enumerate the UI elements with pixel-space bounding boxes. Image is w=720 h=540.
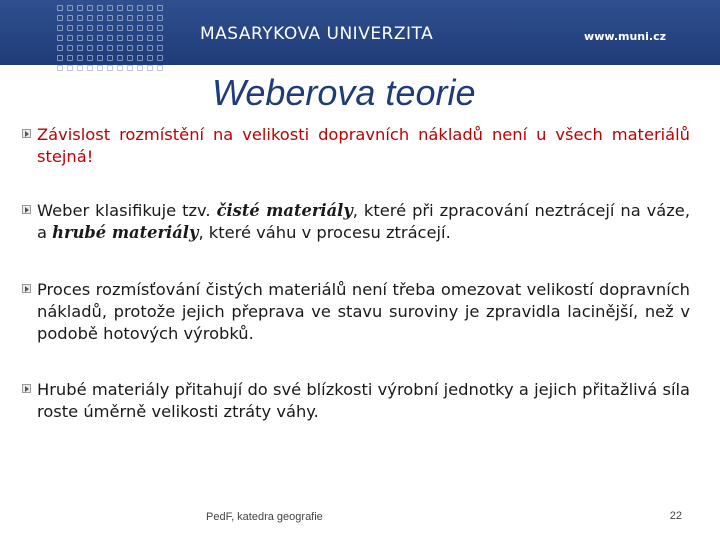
- dot-square: [97, 5, 103, 11]
- dot-square: [127, 55, 133, 61]
- university-url: www.muni.cz: [584, 30, 666, 43]
- dot-square: [107, 55, 113, 61]
- dot-square: [147, 45, 153, 51]
- dot-square: [137, 5, 143, 11]
- dot-square: [107, 5, 113, 11]
- dot-square: [57, 35, 63, 41]
- dot-square: [97, 65, 103, 71]
- dot-square: [127, 65, 133, 71]
- dot-square: [87, 15, 93, 21]
- dot-square: [57, 45, 63, 51]
- dot-square: [77, 15, 83, 21]
- dot-square: [137, 15, 143, 21]
- dot-square: [107, 25, 113, 31]
- bullet-4: [22, 379, 690, 423]
- bullet-arrow-icon: [22, 284, 31, 293]
- dot-square: [77, 45, 83, 51]
- dot-square: [87, 55, 93, 61]
- dot-square: [147, 35, 153, 41]
- dot-square: [67, 55, 73, 61]
- dot-square: [117, 5, 123, 11]
- dot-square: [67, 45, 73, 51]
- dot-square: [57, 65, 63, 71]
- dot-square: [147, 55, 153, 61]
- slide-title: Weberova teorie: [212, 72, 476, 113]
- bullet-1-text: Závislost rozmístění na velikosti dopravních nákladů není u všech materiálů stejná!: [37, 125, 690, 166]
- dot-square: [77, 35, 83, 41]
- dot-square: [57, 55, 63, 61]
- dot-square: [127, 5, 133, 11]
- bullet-arrow-icon: [22, 205, 31, 214]
- dot-square: [147, 25, 153, 31]
- dot-square: [67, 35, 73, 41]
- header-bar: [0, 0, 720, 65]
- dot-square: [107, 15, 113, 21]
- bullet-2-emphasis-1: čisté materiály: [216, 201, 353, 220]
- dot-square: [67, 65, 73, 71]
- dot-square: [97, 25, 103, 31]
- dot-square: [97, 45, 103, 51]
- bullet-arrow-icon: [22, 384, 31, 393]
- bullet-2-part2: , které při zpracování neztrácejí na váze, a: [37, 201, 690, 242]
- dot-square: [147, 5, 153, 11]
- dot-square: [127, 45, 133, 51]
- dot-square: [147, 15, 153, 21]
- dot-square: [107, 45, 113, 51]
- dot-square: [157, 65, 163, 71]
- dot-square: [127, 35, 133, 41]
- bullet-2-part3: , které váhu v procesu ztrácejí.: [198, 223, 451, 242]
- bullet-arrow-icon: [22, 129, 31, 138]
- dot-square: [57, 5, 63, 11]
- dot-square: [57, 15, 63, 21]
- dot-square: [67, 5, 73, 11]
- dot-square: [127, 15, 133, 21]
- bullet-2-part1: Weber klasifikuje tzv.: [37, 201, 217, 220]
- dot-square: [97, 55, 103, 61]
- dot-square: [117, 15, 123, 21]
- dot-square: [117, 65, 123, 71]
- dot-square: [157, 25, 163, 31]
- bullet-2: [22, 200, 690, 244]
- footer-department: PedF, katedra geografie: [206, 511, 323, 523]
- bullet-list: [22, 124, 690, 423]
- dot-square: [117, 45, 123, 51]
- bullet-1: [22, 124, 690, 168]
- dot-square: [157, 15, 163, 21]
- dot-square: [137, 35, 143, 41]
- dot-pattern-lower: [55, 63, 165, 73]
- dot-square: [157, 45, 163, 51]
- dot-square: [157, 55, 163, 61]
- page-number: 22: [669, 510, 682, 522]
- dot-square: [87, 65, 93, 71]
- dot-square: [87, 5, 93, 11]
- dot-square: [87, 25, 93, 31]
- dot-square: [157, 5, 163, 11]
- dot-square: [137, 25, 143, 31]
- bullet-2-emphasis-2: hrubé materiály: [52, 223, 199, 242]
- dot-square: [137, 55, 143, 61]
- dot-square: [127, 25, 133, 31]
- dot-square: [77, 25, 83, 31]
- dot-square: [67, 15, 73, 21]
- dot-square: [67, 25, 73, 31]
- dot-square: [117, 35, 123, 41]
- dot-square: [77, 55, 83, 61]
- dot-square: [107, 65, 113, 71]
- university-name: MASARYKOVA UNIVERZITA: [200, 24, 434, 44]
- dot-square: [117, 55, 123, 61]
- dot-square: [57, 25, 63, 31]
- dot-square: [87, 45, 93, 51]
- dot-square: [117, 25, 123, 31]
- dot-square: [77, 5, 83, 11]
- dot-square: [147, 65, 153, 71]
- bullet-3-text: Proces rozmísťování čistých materiálů není třeba omezovat velikostí dopravních nákladů, protože jejich přeprava ve stavu suroviny je zpravidla lacinější, než v podobě hotových výrobků.: [37, 280, 690, 343]
- dot-square: [107, 35, 113, 41]
- dot-square: [97, 15, 103, 21]
- dot-square: [77, 65, 83, 71]
- dot-square: [137, 45, 143, 51]
- dot-square: [157, 35, 163, 41]
- dot-square: [87, 35, 93, 41]
- dot-square: [137, 65, 143, 71]
- dot-pattern-logo: [55, 3, 165, 63]
- bullet-3: [22, 279, 690, 345]
- bullet-4-text: Hrubé materiály přitahují do své blízkosti výrobní jednotky a jejich přitažlivá síla roste úměrně velikosti ztráty váhy.: [37, 380, 690, 421]
- dot-square: [97, 35, 103, 41]
